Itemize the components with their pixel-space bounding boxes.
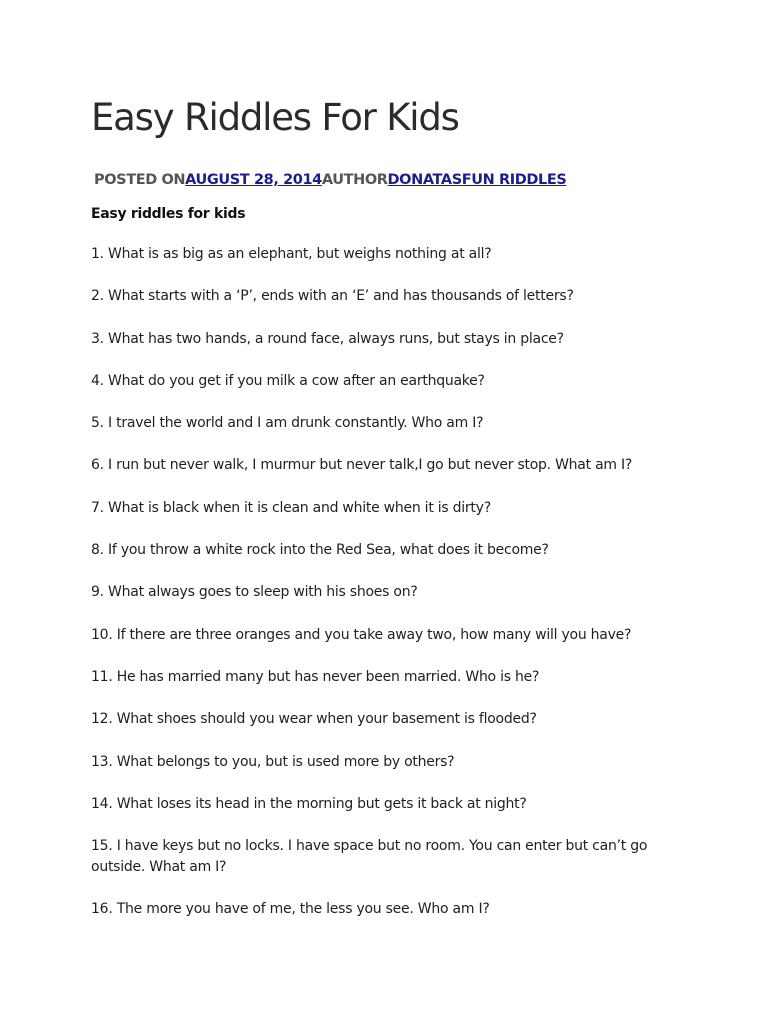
riddle-item: 7. What is black when it is clean and white when it is dirty? — [91, 499, 491, 516]
riddle-list — [91, 244, 681, 942]
riddle-item: 4. What do you get if you milk a cow after an earthquake? — [91, 372, 485, 389]
riddle-item: 5. I travel the world and I am drunk constantly. Who am I? — [91, 415, 484, 432]
riddle-item: 16. The more you have of me, the less you see. Who am I? — [91, 901, 490, 918]
category-link[interactable]: FUN RIDDLES — [461, 172, 567, 188]
riddle-item: 11. He has married many but has never been married. Who is he? — [91, 668, 540, 685]
riddle-item: 13. What belongs to you, but is used more by others? — [91, 753, 455, 770]
riddle-item: 8. If you throw a white rock into the Red Sea, what does it become? — [91, 542, 549, 559]
riddle-item: 12. What shoes should you wear when your basement is flooded? — [91, 711, 537, 728]
post-meta — [94, 169, 566, 191]
author-label: AUTHOR — [321, 172, 388, 188]
post-date-link[interactable]: AUGUST 28, 2014 — [185, 172, 322, 188]
riddle-item: 1. What is as big as an elephant, but weighs nothing at all? — [91, 246, 492, 262]
riddle-item: 15. I have keys but no locks. I have space but no room. You can enter but can’t go outside. What am I? — [91, 838, 648, 876]
riddle-item: 3. What has two hands, a round face, always runs, but stays in place? — [91, 330, 564, 347]
riddle-item: 2. What starts with a ‘P’, ends with an ‘E’ and has thousands of letters? — [91, 288, 574, 305]
posted-on-label: POSTED ON — [94, 172, 186, 188]
riddle-item: 10. If there are three oranges and you take away two, how many will you have? — [91, 626, 632, 643]
riddle-item: 6. I run but never walk, I murmur but never talk,I go but never stop. What am I? — [91, 457, 633, 474]
riddle-item: 14. What loses its head in the morning but gets it back at night? — [91, 795, 527, 812]
page-title: Easy Riddles For Kids — [91, 96, 459, 139]
article-subheading: Easy riddles for kids — [91, 206, 246, 222]
riddle-item: 9. What always goes to sleep with his shoes on? — [91, 584, 418, 601]
author-link[interactable]: DONATAS — [387, 172, 462, 188]
